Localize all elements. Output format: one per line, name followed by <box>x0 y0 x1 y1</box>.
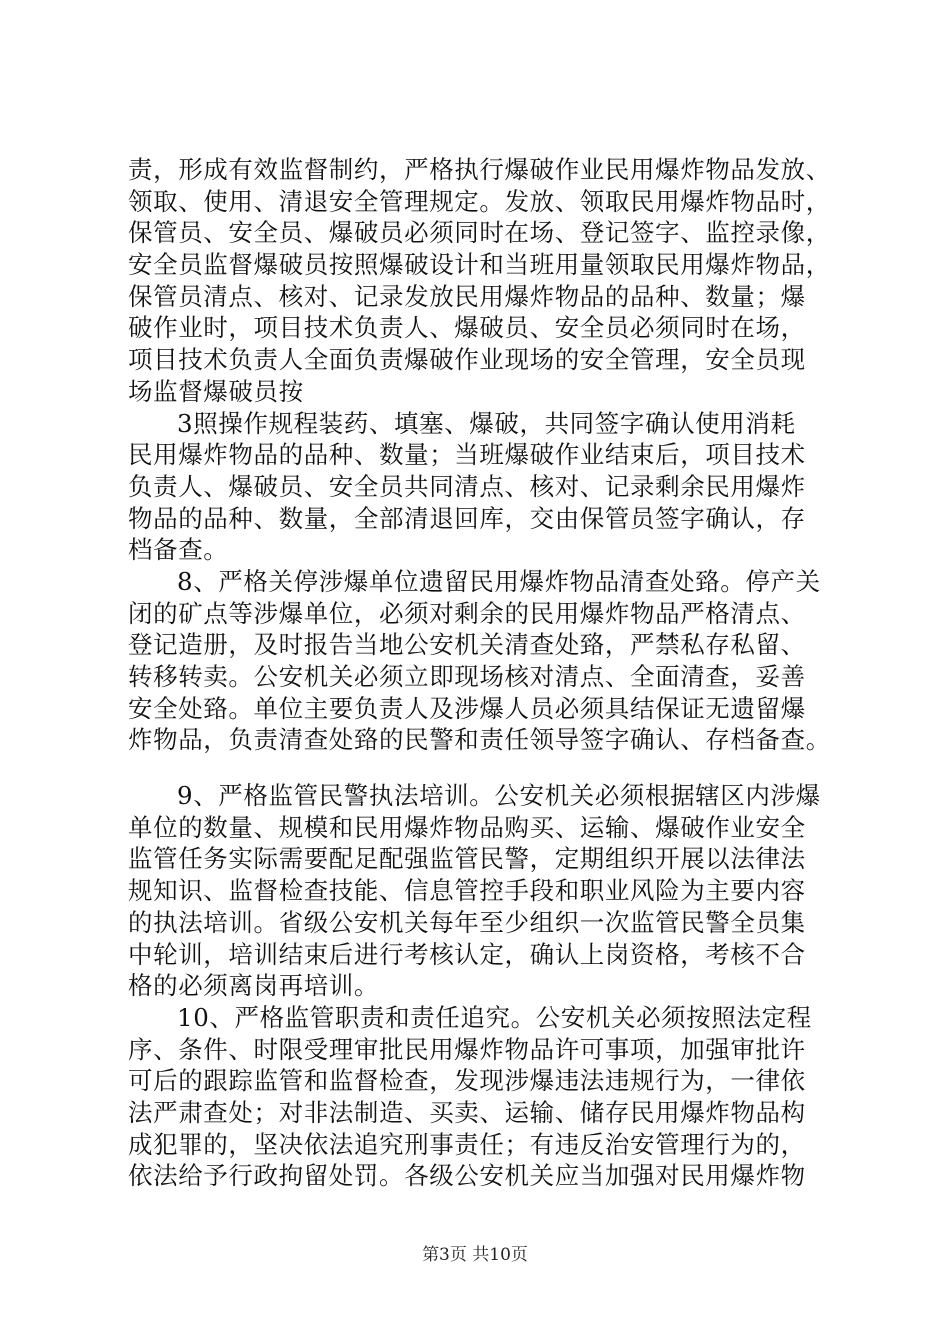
text-line: 登记造册，及时报告当地公安机关清查处臵，严禁私存私留、 <box>128 630 806 660</box>
text-line: 可后的跟踪监管和监督检查，发现涉爆违法违规行为，一律依 <box>128 1066 806 1096</box>
text-line: 物品的品种、数量，全部清退回库，交由保管员签字确认，存 <box>128 503 806 533</box>
paragraph <box>128 566 832 756</box>
text-line: 依法给予行政拘留处罚。各级公安机关应当加强对民用爆炸物 <box>128 1161 806 1191</box>
text-line: 中轮训，培训结束后进行考核认定，确认上岗资格，考核不合 <box>128 939 806 969</box>
text-line: 责，形成有效监督制约，严格执行爆破作业民用爆炸物品发放、 <box>128 155 831 184</box>
text-line: 成犯罪的，坚决依法追究刑事责任；有违反治安管理行为的， <box>128 1129 806 1159</box>
text-line: 安全员监督爆破员按照爆破设计和当班用量领取民用爆炸物品， <box>128 250 831 280</box>
text-line: 安全处臵。单位主要负责人及涉爆人员必须具结保证无遗留爆 <box>128 693 806 723</box>
text-line: 民用爆炸物品的品种、数量；当班爆破作业结束后，项目技术 <box>128 440 806 470</box>
text-line: 序、条件、时限受理审批民用爆炸物品许可事项，加强审批许 <box>128 1034 806 1064</box>
text-line: 的执法培训。省级公安机关每年至少组织一次监管民警全员集 <box>128 907 806 937</box>
text-line: 负责人、爆破员、安全员共同清点、核对、记录剩余民用爆炸 <box>128 471 806 501</box>
paragraph <box>128 780 832 1002</box>
text-line: 保管员清点、核对、记录发放民用爆炸物品的品种、数量；爆 <box>128 281 806 311</box>
document-body <box>128 154 832 1192</box>
text-line: 格的必须离岗再培训。 <box>128 971 379 1001</box>
text-line: 8、严格关停涉爆单位遗留民用爆炸物品清查处臵。停产关 <box>177 566 821 596</box>
text-line: 监管任务实际需要配足配强监管民警，定期组织开展以法律法 <box>128 844 806 874</box>
paragraph-spacer <box>128 756 832 780</box>
text-line: 9、严格监管民警执法培训。公安机关必须根据辖区内涉爆 <box>177 781 821 811</box>
text-line: 档备查。 <box>128 535 229 565</box>
paragraph <box>128 154 832 408</box>
text-line: 闭的矿点等涉爆单位，必须对剩余的民用爆炸物品严格清点、 <box>128 598 806 628</box>
text-line: 领取、使用、清退安全管理规定。发放、领取民用爆炸物品时， <box>128 186 831 216</box>
text-line: 10、严格监管职责和责任追究。公安机关必须按照法定程 <box>177 1002 812 1032</box>
text-line: 规知识、监督检查技能、信息管控手段和职业风险为主要内容 <box>128 876 806 906</box>
text-line: 单位的数量、规模和民用爆炸物品购买、运输、爆破作业安全 <box>128 812 806 842</box>
text-line: 保管员、安全员、爆破员必须同时在场、登记签字、监控录像， <box>128 218 831 248</box>
text-line: 场监督爆破员按 <box>128 376 304 406</box>
paragraph <box>128 408 832 566</box>
text-line: 项目技术负责人全面负责爆破作业现场的安全管理，安全员现 <box>128 345 806 375</box>
text-line: 炸物品，负责清查处臵的民警和责任领导签字确认、存档备查。 <box>128 725 831 755</box>
text-line: 3照操作规程装药、填塞、爆破，共同签字确认使用消耗 <box>177 408 796 438</box>
page-footer: 第3页 共10页 <box>422 1245 528 1265</box>
text-line: 法严肃查处；对非法制造、买卖、运输、储存民用爆炸物品构 <box>128 1097 806 1127</box>
text-line: 破作业时，项目技术负责人、爆破员、安全员必须同时在场， <box>128 313 806 343</box>
paragraph <box>128 1002 832 1192</box>
text-line: 转移转卖。公安机关必须立即现场核对清点、全面清查，妥善 <box>128 662 806 691</box>
